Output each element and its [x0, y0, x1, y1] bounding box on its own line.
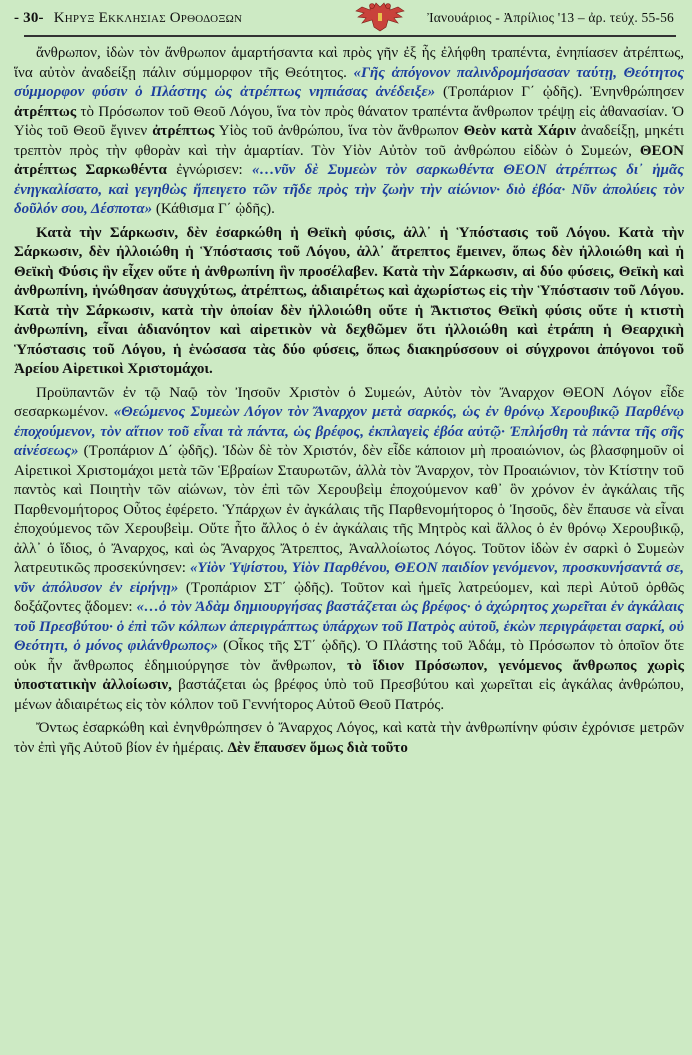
hymn-quote: «…ὁ τὸν Ἀδὰμ δημιουργήσας βαστάζεται ὡς βρέφος· ὁ ἀχώρητος χωρεῖται ἐν ἀγκάλαις τοῦ Πρεσβύτου· ὁ ἐπὶ τῶν κόλπων ἀπεριγράπτως ὑπάρχων τοῦ Πατρὸς αὐτοῦ, ἑκὼν περιγράφεται σαρκί, οὐ Θεότητι, ὁ μόνος φιλάνθρωπος»	[14, 599, 684, 654]
header-rule	[24, 35, 676, 37]
hymn-quote: «Υἱὸν Ὑψίστου, Υἱὸν Παρθένου, ΘΕΟΝ παιδίον γενόμενον, προσκυνήσαντά σε, νῦν ἀπόλυσον ἐν εἰρήνῃ»	[14, 560, 684, 596]
hymn-quote: «Γῆς ἀπόγονον παλινδρομήσασαν ταύτῃ, Θεότητος σύμμορφον φύσιν ὁ Πλάστης ὡς ἀτρέπτως νηπιάσας ἀνέδειξε»	[14, 64, 685, 100]
double-headed-eagle-icon	[352, 1, 408, 33]
magazine-title: Κηρυξ Εκκλησιας Ορθοδοξων	[53, 9, 243, 26]
paragraph	[14, 224, 684, 380]
emphasis-text: ἀτρέπτως	[152, 123, 215, 139]
page-header	[14, 0, 684, 36]
emphasis-text: Θεὸν κατὰ Χάριν	[463, 123, 576, 139]
body-text: (Οἶκος τῆς ΣΤ΄ ᾠδῆς). Ὁ Πλάστης τοῦ Ἀδάμ, τὸ Πρόσωπον τὸ ὁποῖον ὅτε οὐκ ἦν ἄνθρωπος ἐδημιούργησε τὸν ἄνθρωπον,	[14, 638, 684, 674]
hymn-quote: «…νῦν δὲ Συμεὼν τὸν σαρκωθέντα ΘΕΟΝ ἀτρέπτως δι᾽ ἡμᾶς ἐνηγκαλίσατο, καὶ γεγηθὼς ἤπειγετο τῶν τῆδε πρὸς τὴν ζωὴν τὴν αἰώνιον· διὸ ἐβόα· Νῦν ἀπολύεις τὸν δοῦλόν σου, Δέσποτα»	[14, 162, 684, 217]
body-text: ἀναδείξῃ, μηκέτι τρεπτὸν πρὸς τὴν φθορὰν καὶ τὴν ἁμαρτίαν. Τὸν Υἱὸν Αὐτὸν τοῦ ἀνθρώπου εἰδὼν ὁ Συμεών,	[14, 123, 685, 159]
body-text: (Τροπάριον Δ΄ ᾠδῆς). Ἰδὼν δὲ τὸν Χριστόν, δὲν εἶδε κάποιον μὴ προαιώνιον, ὡς βλασφημοῦν οἱ Αἱρετικοὶ Χριστομάχοι μετὰ τῶν Ἑβραίων Σταυρωτῶν, ἀλλὰ τὸν Ἄναρχον, τὸν Προαιώνιον, τὸν Κτίστην τοῦ παντὸς καὶ Ποιητὴν τῶν αἰώνων, τὸν ἐπὶ τῶν Χερουβεὶμ ἐποχούμενον καθ᾽ ὃν χρόνον ἐν ἀγκάλαις τῆς Παρθενομήτορος Οὗτος ἐφέρετο. Ὑπάρχων ἐν ἀγκάλαις τῆς Παρθενομήτορος ὁ Ἰησοῦς, δὲν ἔπαυσε νὰ εἶναι ἐποχούμενος τῶν Χερουβεὶμ. Οὔτε ἦτο ἄλλος ὁ ἐν ἀγκάλαις τῆς Μητρὸς καὶ ἄλλος ὁ ἐν θρόνῳ Χερουβικῷ, ἀλλ᾽ ὁ ἴδιος, ὁ Ἄναρχος, καὶ ὡς Ἄναρχος Ἄτρεπτος, Ἀναλλοίωτος Λόγος. Τοῦτον ἰδὼν ἐν σαρκὶ ὁ Συμεὼν λατρευτικῶς προσεκύνησεν:	[14, 443, 684, 576]
body-text: Ὄντως ἐσαρκώθη καὶ ἐνηνθρώπησεν ὁ Ἄναρχος Λόγος, καὶ κατὰ τὴν ἀνθρωπίνην φύσιν ἐχρόνισε μετρῶν τὸν ἐπὶ γῆς Αὐτοῦ βίον ἐν ἡμέραις.	[14, 720, 684, 756]
issue-info: Ἰανουάριος - Ἀπρίλιος '13 – ἀρ. τεύχ. 55-56	[427, 10, 674, 25]
body-text: ἐγνώρισεν:	[166, 162, 253, 178]
emphasis-text: ἀτρέπτως	[14, 103, 77, 120]
body-text: τὸ Πρόσωπον τοῦ Θεοῦ Λόγου, ἵνα τὸν πρὸς θάνατον τραπέντα ἄνθρωπον τρέψῃ εἰς ἀθανασίαν. Ὁ Υἱὸς τοῦ Θεοῦ ἔγινεν	[14, 103, 684, 139]
body-text: Κατὰ τὴν Σάρκωσιν, δὲν ἐσαρκώθη ἡ Θεϊκὴ φύσις, ἀλλ᾽ ἡ Ὑπόστασις τοῦ Λόγου. Κατὰ τὴν Σάρκωσιν, δὲν ἠλλοιώθη ἡ Ὑπόστασις τοῦ Λόγου, ἀλλ᾽ ἄτρεπτος ἔμεινεν, ὅπως δὲν ἠλλοιώθη καὶ ἡ Θεϊκὴ Φύσις ἣν εἶχεν οὔτε ἡ ἀνθρωπίνη ἣν προσέλαβεν. Κατὰ τὴν Σάρκωσιν, αἱ δύο φύσεις, Θεϊκὴ καὶ ἀνθρωπίνη, ἡνώθησαν ἀσυγχύτως, ἀτρέπτως, ἀδιαιρέτως καὶ ἀχωρίστως εἰς τὴν Ὑπόστασιν τοῦ Λόγου. Κατὰ τὴν Σάρκωσιν, κατὰ τὴν ὁποίαν δὲν ἠλλοιώθη οὔτε ἡ Ἄκτιστος Θεϊκὴ φύσις οὔτε ἡ κτιστὴ ἀνθρωπίνη, εἶναι ἀδιανόητον καὶ αἱρετικὸν νὰ δεχθῶμεν ὅτι ἠλλοιώθη καὶ ἐτράπη ἡ Θεαρχικὴ Ὑπόστασις τοῦ Λόγου, ἡ ἑνώσασα τὰς δύο φύσεις, ὅπως διακηρύσσουν οἱ σύγχρονοι ἀπόγονοι τοῦ Ἀρείου Αἱρετικοὶ Χριστομάχοι.	[14, 224, 684, 377]
body-text: βαστάζεται ὡς βρέφος ὑπὸ τοῦ Πρεσβύτου καὶ χωρεῖται εἰς ἀγκάλας ἀνθρώπου, μένων ἀδιαιρέτως εἰς τὸν κόλπον τοῦ Γεννήτορος Αὐτοῦ Θεοῦ Πατρός.	[14, 677, 685, 713]
body-text: Προϋπαντῶν ἐν τῷ Ναῷ τὸν Ἰησοῦν Χριστὸν ὁ Συμεών, Αὐτὸν τὸν Ἄναρχον ΘΕΟΝ Λόγον εἶδε σεσαρκωμένον.	[14, 384, 684, 420]
page-number: - 30-	[14, 9, 44, 26]
hymn-quote: «Θεώμενος Συμεὼν Λόγον τὸν Ἄναρχον μετὰ σαρκός, ὡς ἐν θρόνῳ Χερουβικῷ Παρθένῳ ἐποχούμενον, τὸν αἴτιον τοῦ εἶναι τὰ πάντα, ὡς βρέφος, ἐκπλαγεὶς ἐβόα αὐτῷ· Ἐπλήσθη τὰ πάντα τῆς σῆς αἰνέσεως»	[14, 404, 684, 459]
body-text: (Τροπάριον ΣΤ΄ ᾠδῆς). Τοῦτον καὶ ἡμεῖς λατρεύομεν, καὶ περὶ Αὐτοῦ ὀρθῶς δοξάζοντες ᾄδομεν:	[14, 579, 684, 615]
body-text: Υἱὸς τοῦ ἀνθρώπου, ἵνα τὸν ἄνθρωπον	[214, 123, 464, 139]
paragraph	[14, 384, 684, 716]
emphasis-text: ΘΕΟΝ ἀτρέπτως Σαρκωθέντα	[14, 142, 684, 178]
emphasis-text: τὸ ἴδιον Πρόσωπον, γενόμενος ἄνθρωπος χωρὶς ὑποστατικὴν ἀλλοίωσιν,	[14, 657, 685, 693]
article-body	[14, 44, 684, 762]
paragraph	[14, 719, 684, 758]
paragraph	[14, 44, 684, 220]
body-text: (Κάθισμα Γ΄ ᾠδῆς).	[152, 201, 275, 217]
body-text: (Τροπάριον Γ΄ ᾠδῆς). Ἐνηνθρώπησεν	[435, 84, 684, 100]
emphasis-text: Δὲν ἔπαυσεν ὅμως διὰ τοῦτο	[227, 739, 408, 756]
body-text: ἄνθρωπον, ἰδὼν τὸν ἄνθρωπον ἁμαρτήσαντα καὶ πρὸς γῆν ἐξ ἧς ἐλήφθη τραπέντα, ἐνηπίασεν ἀτρέπτως, ἵνα αὐτὸν ἀναδείξῃ πάλιν σύμμορφον τῆς Θεότητος.	[14, 45, 684, 81]
